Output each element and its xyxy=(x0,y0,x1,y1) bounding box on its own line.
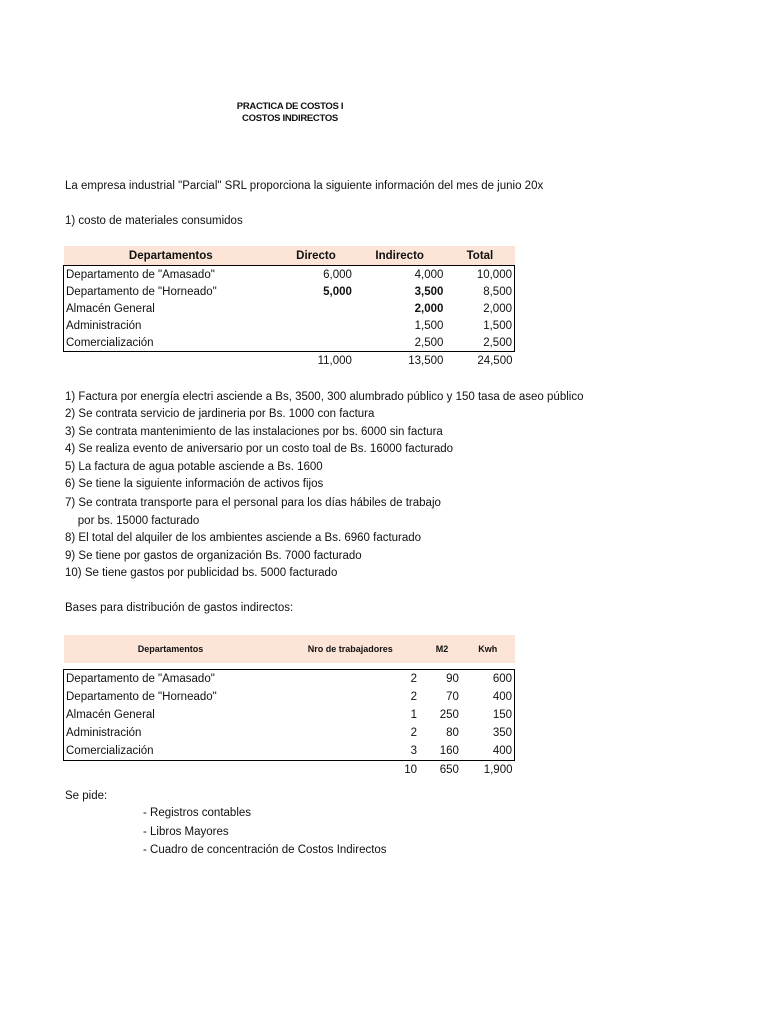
list-item: 10) Se tiene gastos por publicidad bs. 5000 facturado xyxy=(65,567,338,579)
cell: Almacén General xyxy=(66,709,155,721)
doc-title: PRACTICA DE COSTOS I xyxy=(236,101,344,112)
cell: 10,000 xyxy=(476,268,512,281)
intro-text: La empresa industrial "Parcial" SRL proporciona la siguiente información del mes de junio 20x xyxy=(65,180,544,192)
list-item: 9) Se tiene por gastos de organización Bs. 7000 facturado xyxy=(65,550,362,562)
cell: 70 xyxy=(446,691,459,703)
cell: 11,000 xyxy=(317,354,352,367)
cell: Departamento de "Amasado" xyxy=(66,673,215,685)
totals-row xyxy=(64,761,515,780)
materials-table xyxy=(63,246,515,369)
table-row xyxy=(64,670,515,689)
cell: 2,500 xyxy=(414,336,444,349)
cell: 2 xyxy=(410,673,418,685)
cell: 400 xyxy=(492,691,512,703)
table-row xyxy=(64,706,515,724)
cell: 350 xyxy=(492,727,512,739)
table-row xyxy=(64,317,515,334)
table-row xyxy=(64,724,515,742)
table-row xyxy=(64,266,515,284)
cell: 1,500 xyxy=(483,319,512,332)
requirement-item: - Registros contables xyxy=(143,807,252,819)
cell: 600 xyxy=(492,673,512,685)
cell: Administración xyxy=(66,319,142,332)
cell: Almacén General xyxy=(66,302,155,315)
cell: 24,500 xyxy=(477,354,513,367)
table-row xyxy=(64,334,515,352)
cell: 90 xyxy=(446,673,459,685)
doc-subtitle: COSTOS INDIRECTOS xyxy=(242,113,338,124)
cell: 13,500 xyxy=(408,354,444,367)
list-item: 7) Se contrata transporte para el personal para los días hábiles de trabajo xyxy=(65,497,441,509)
requirement-item: - Cuadro de concentración de Costos Indirectos xyxy=(143,844,387,856)
table-row xyxy=(64,300,515,317)
cell: 2 xyxy=(410,727,418,739)
cell xyxy=(278,300,354,317)
bases-title: Bases para distribución de gastos indirectos: xyxy=(65,602,294,614)
cell: 400 xyxy=(492,745,512,757)
cell: Administración xyxy=(66,727,142,739)
section1-title: 1) costo de materiales consumidos xyxy=(65,215,243,227)
col-header: Kwh xyxy=(461,635,515,663)
cell xyxy=(64,761,278,780)
cell: Departamento de "Horneado" xyxy=(66,691,217,703)
table-row xyxy=(64,283,515,300)
cell: Comercialización xyxy=(66,336,154,349)
col-header: Indirecto xyxy=(354,246,445,266)
col-header: Nro de trabajadores xyxy=(278,635,424,663)
cell: 650 xyxy=(439,764,459,776)
bases-table xyxy=(63,635,515,779)
cell: Departamento de "Amasado" xyxy=(66,268,215,281)
table-header-row xyxy=(64,635,515,663)
col-header: Departamentos xyxy=(64,246,279,266)
cell: 3,500 xyxy=(414,285,444,298)
list-item: por bs. 15000 facturado xyxy=(65,515,200,527)
list-item: 1) Factura por energía electri asciende a Bs, 3500, 300 alumbrado público y 150 tasa de aseo público xyxy=(65,391,584,403)
cell: 2,000 xyxy=(483,302,512,315)
cell: 6,000 xyxy=(323,268,352,281)
cell xyxy=(278,334,354,352)
requirement-item: - Libros Mayores xyxy=(143,826,229,838)
cell: 150 xyxy=(492,709,512,721)
se-pide-label: Se pide: xyxy=(65,790,108,802)
cell: 1,900 xyxy=(483,764,513,776)
cell: 1 xyxy=(410,709,418,721)
cell: 4,000 xyxy=(414,268,444,281)
cell: 8,500 xyxy=(483,285,512,298)
col-header: Total xyxy=(445,246,514,266)
cell: 2 xyxy=(410,691,418,703)
list-item: 6) Se tiene la siguiente información de activos fijos xyxy=(65,478,324,490)
cell xyxy=(64,352,279,370)
cell: 2,500 xyxy=(483,336,512,349)
cell: Departamento de "Horneado" xyxy=(66,285,217,298)
cell: 3 xyxy=(410,745,418,757)
cell: 5,000 xyxy=(323,285,352,298)
cell: 10 xyxy=(404,764,418,776)
list-item: 5) La factura de agua potable asciende a Bs. 1600 xyxy=(65,461,323,473)
list-item: 2) Se contrata servicio de jardineria por Bs. 1000 con factura xyxy=(65,408,375,420)
cell xyxy=(278,317,354,334)
cell: 250 xyxy=(439,709,459,721)
cell: 1,500 xyxy=(414,319,444,332)
cell: 80 xyxy=(446,727,459,739)
list-item: 4) Se realiza evento de aniversario por un costo toal de Bs. 16000 facturado xyxy=(65,443,454,455)
table-row xyxy=(64,688,515,706)
list-item: 8) El total del alquiler de los ambientes asciende a Bs. 6960 facturado xyxy=(65,532,422,544)
col-header: M2 xyxy=(423,635,461,663)
col-header: Directo xyxy=(278,246,354,266)
totals-row xyxy=(64,352,515,370)
cell: 160 xyxy=(439,745,459,757)
cell: Comercialización xyxy=(66,745,154,757)
table-header-row xyxy=(64,246,515,266)
cell: 2,000 xyxy=(414,302,444,315)
table-row xyxy=(64,742,515,761)
col-header: Departamentos xyxy=(64,635,278,663)
list-item: 3) Se contrata mantenimiento de las instalaciones por bs. 6000 sin factura xyxy=(65,426,443,438)
